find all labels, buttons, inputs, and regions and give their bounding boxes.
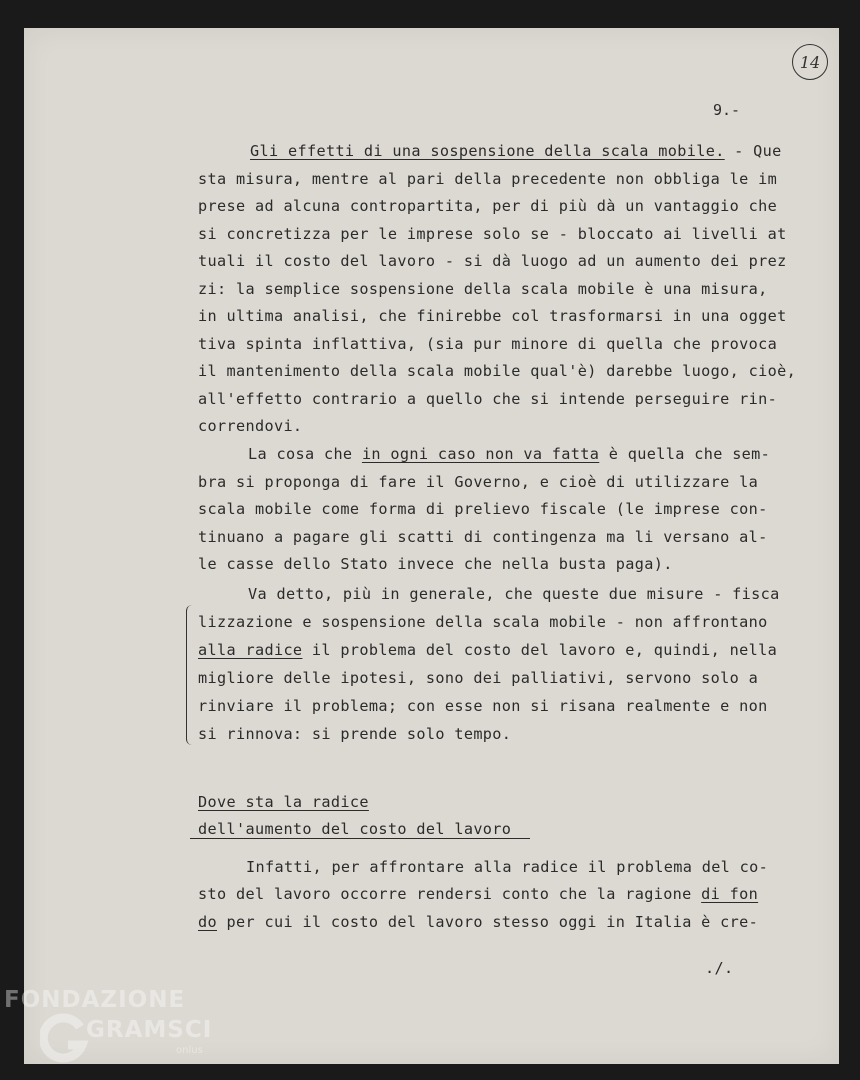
- paragraph3-line2: lizzazione e sospensione della scala mobile - non affrontano: [198, 613, 768, 631]
- section2-line3-emphasis: do: [198, 913, 217, 931]
- body-line: il mantenimento della scala mobile qual'è) darebbe luogo, cioè,: [198, 362, 797, 380]
- body-line: tuali il costo del lavoro - si dà luogo ad un aumento dei prez: [198, 252, 787, 270]
- body-line: sta misura, mentre al pari della precedente non obbliga le im: [198, 170, 778, 188]
- watermark-line2: GRAMSCI: [86, 1017, 213, 1043]
- body-line: si rinnova: si prende solo tempo.: [198, 725, 512, 743]
- body-line: rinviare il problema; con esse non si risana realmente e non: [198, 697, 768, 715]
- body-line: le casse dello Stato invece che nella busta paga).: [198, 555, 673, 573]
- section2-line2: [198, 884, 758, 904]
- paragraph3-line3: [198, 640, 777, 660]
- gramsci-g-logo-icon: [40, 1013, 90, 1063]
- continuation-mark: ./.: [705, 959, 734, 977]
- section1-title: Gli effetti di una sospensione della scala mobile.: [250, 142, 725, 160]
- typed-page-number: 9.-: [713, 101, 741, 119]
- body-line: migliore delle ipotesi, sono dei palliativi, servono solo a: [198, 669, 759, 687]
- section2-line3: [198, 912, 758, 932]
- body-line: tinuano a pagare gli scatti di contingenza ma li versano al-: [198, 528, 768, 546]
- paragraph2-first-line: [248, 444, 770, 464]
- section2-line2-emphasis: di fon: [701, 885, 759, 903]
- body-line: zi: la semplice sospensione della scala mobile è una misura,: [198, 280, 768, 298]
- section2-heading-line1: [198, 792, 369, 812]
- paragraph3-line3-rest: il problema del costo del lavoro e, quindi, nella: [302, 641, 778, 659]
- paragraph3-emphasis: alla radice: [198, 641, 303, 659]
- section1-title-line: Gli effetti di una sospensione della scala mobile. - Que: [250, 142, 782, 160]
- paragraph2-lead: La cosa che: [248, 445, 362, 463]
- section2-heading-line2: dell'aumento del costo del lavoro: [198, 820, 512, 838]
- watermark-line3: onlus: [176, 1045, 203, 1056]
- section2-line2-start: sto del lavoro occorre rendersi conto che la ragione: [198, 885, 702, 903]
- handwritten-page-number: 14: [792, 44, 828, 80]
- body-line: bra si proponga di fare il Governo, e cioè di utilizzare la: [198, 473, 759, 491]
- section2-line1: Infatti, per affrontare alla radice il problema del co-: [246, 858, 769, 876]
- body-line: correndovi.: [198, 417, 303, 435]
- paragraph2-emphasis: in ogni caso non va fatta: [361, 445, 600, 463]
- body-line: in ultima analisi, che finirebbe col trasformarsi in una ogget: [198, 307, 787, 325]
- handwritten-margin-bracket: [186, 605, 195, 745]
- paragraph2-lead-rest: è quella che sem-: [599, 445, 771, 463]
- body-line: si concretizza per le imprese solo se - bloccato ai livelli at: [198, 225, 787, 243]
- body-line: scala mobile come forma di prelievo fiscale (le imprese con-: [198, 500, 768, 518]
- fondazione-gramsci-watermark: [4, 985, 219, 1075]
- watermark-line1: FONDAZIONE: [4, 987, 186, 1013]
- body-line: all'effetto contrario a quello che si intende perseguire rin-: [198, 390, 778, 408]
- section2-heading-text1: Dove sta la radice: [198, 793, 369, 811]
- section2-line3-rest: per cui il costo del lavoro stesso oggi in Italia è cre-: [217, 913, 759, 931]
- heading-underline: [190, 838, 530, 839]
- body-line: prese ad alcuna contropartita, per di più dà un vantaggio che: [198, 197, 778, 215]
- body-line: tiva spinta inflattiva, (sia pur minore di quella che provoca: [198, 335, 778, 353]
- paragraph3-line1: Va detto, più in generale, che queste due misure - fisca: [248, 585, 780, 603]
